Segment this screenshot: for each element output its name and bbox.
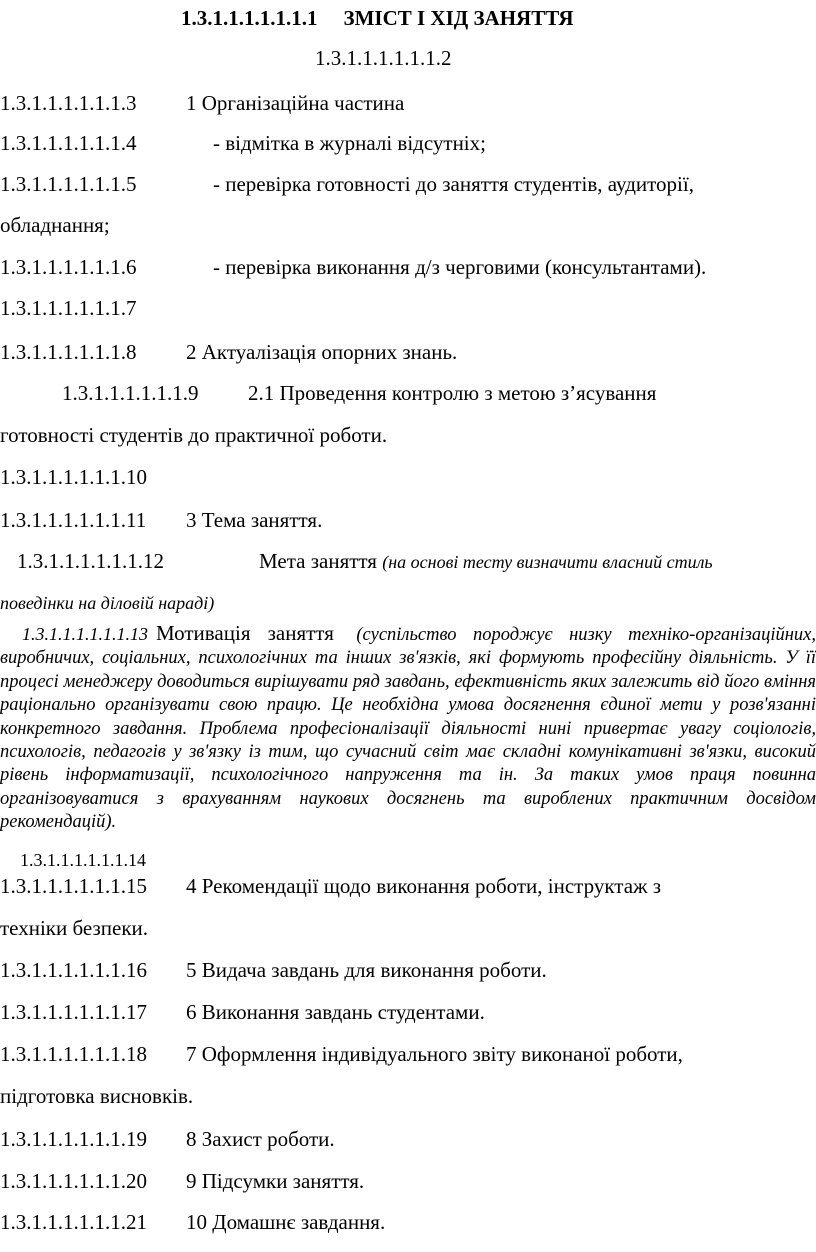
item-text: 7 Оформлення індивідуального звіту виконаної роботи, xyxy=(186,1042,683,1066)
list-item xyxy=(0,131,486,155)
list-item xyxy=(0,91,404,115)
item-continuation: підготовка висновків. xyxy=(0,1084,194,1108)
item-text: 9 Підсумки заняття. xyxy=(186,1169,365,1193)
item-text: - відмітка в журналі відсутніх; xyxy=(213,131,486,155)
motivation-text: (суспільство породжує низку техніко-організаційних, виробничих, соціальних, психологічних та інших зв'язків, які формують професійну діяльність. У її процесі менеджеру доводиться вирішувати ряд завдань, ефективність яких залежить від його вміння раціонально організувати свою працю. Це необхідна умова досягнення єдиної мети у розв'язанні конкретного завдання. Проблема професіоналізації діяльності нині привертає увагу соціологів, психологів, педагогів у зв'язку із тим, що сучасний світ має складні комунікативні зв'язки, високий рівень інформатизації, психологічного напруження та ін. За таких умов праця повинна організовуватися з врахуванням наукових досягнень та вироблених практичним досвідом рекомендацій). xyxy=(0,625,816,833)
list-item xyxy=(0,874,661,898)
item-number: 1.3.1.1.1.1.1.1.5 xyxy=(0,172,137,196)
item-number: 1.3.1.1.1.1.1.1.20 xyxy=(0,1169,147,1193)
item-number: 1.3.1.1.1.1.1.1.9 xyxy=(62,381,199,405)
item-number: 1.3.1.1.1.1.1.1.16 xyxy=(0,958,147,982)
item-text: 5 Видача завдань для виконання роботи. xyxy=(186,958,547,982)
goal-label: Мета заняття xyxy=(259,549,377,573)
item-text: - перевірка готовності до заняття студентів, аудиторії, xyxy=(213,172,694,196)
item-number: 1.3.1.1.1.1.1.1.4 xyxy=(0,131,137,155)
item-text: 2 Актуалізація опорних знань. xyxy=(186,340,458,364)
item-continuation: готовності студентів до практичної роботи. xyxy=(0,423,388,447)
item-number: 1.3.1.1.1.1.1.1.7 xyxy=(0,296,137,320)
item-number: 1.3.1.1.1.1.1.1.17 xyxy=(0,1000,147,1024)
list-item xyxy=(0,958,547,982)
title-number: 1.3.1.1.1.1.1.1.1 xyxy=(181,6,318,30)
motivation-number: 1.3.1.1.1.1.1.1.13 xyxy=(22,624,148,644)
list-item xyxy=(0,465,147,489)
item-text: 6 Виконання завдань студентами. xyxy=(186,1000,485,1024)
item-number: 1.3.1.1.1.1.1.1.8 xyxy=(0,340,137,364)
list-item xyxy=(0,1127,335,1151)
item-continuation: обладнання; xyxy=(0,213,110,237)
list-item xyxy=(0,1042,683,1066)
item-text: - перевірка виконання д/з черговими (консультантами). xyxy=(213,255,707,279)
list-item xyxy=(0,296,137,320)
goal-description: (на основі тесту визначити власний стиль xyxy=(382,552,713,572)
page-title xyxy=(181,6,574,30)
list-item xyxy=(0,255,706,279)
list-item xyxy=(0,508,322,532)
list-item xyxy=(0,1000,485,1024)
item-number: 1.3.1.1.1.1.1.1.21 xyxy=(0,1210,147,1234)
item-number: 1.3.1.1.1.1.1.1.18 xyxy=(0,1042,147,1066)
title-text: ЗМІСТ І ХІД ЗАНЯТТЯ xyxy=(343,6,574,30)
list-item xyxy=(62,381,656,405)
item-text: 4 Рекомендації щодо виконання роботи, інструктаж з xyxy=(186,874,662,898)
goal-line xyxy=(17,549,713,574)
item-text: 10 Домашнє завдання. xyxy=(186,1210,386,1234)
goal-number: 1.3.1.1.1.1.1.1.12 xyxy=(17,549,164,573)
item-continuation: техніки безпеки. xyxy=(0,916,149,940)
item-number: 1.3.1.1.1.1.1.1.10 xyxy=(0,465,147,489)
motivation-label: Мотивація заняття xyxy=(156,621,334,645)
goal-continuation: поведінки на діловій нараді) xyxy=(0,593,215,613)
motivation-paragraph xyxy=(0,622,816,835)
item-text: 8 Захист роботи. xyxy=(186,1127,335,1151)
list-item xyxy=(0,172,694,196)
empty-line-number: 1.3.1.1.1.1.1.1.2 xyxy=(315,46,452,70)
item-number: 1.3.1.1.1.1.1.1.6 xyxy=(0,255,137,279)
list-item xyxy=(0,1210,385,1234)
item-number: 1.3.1.1.1.1.1.1.15 xyxy=(0,874,147,898)
item-number: 1.3.1.1.1.1.1.1.11 xyxy=(0,508,147,532)
empty-line-number: 1.3.1.1.1.1.1.1.14 xyxy=(20,850,146,870)
item-text: 2.1 Проведення контролю з метою з’ясування xyxy=(248,381,657,405)
item-text: 1 Організаційна частина xyxy=(186,91,405,115)
list-item xyxy=(0,340,457,364)
item-number: 1.3.1.1.1.1.1.1.3 xyxy=(0,91,137,115)
list-item xyxy=(0,1169,364,1193)
item-number: 1.3.1.1.1.1.1.1.19 xyxy=(0,1127,147,1151)
item-text: 3 Тема заняття. xyxy=(186,508,323,532)
